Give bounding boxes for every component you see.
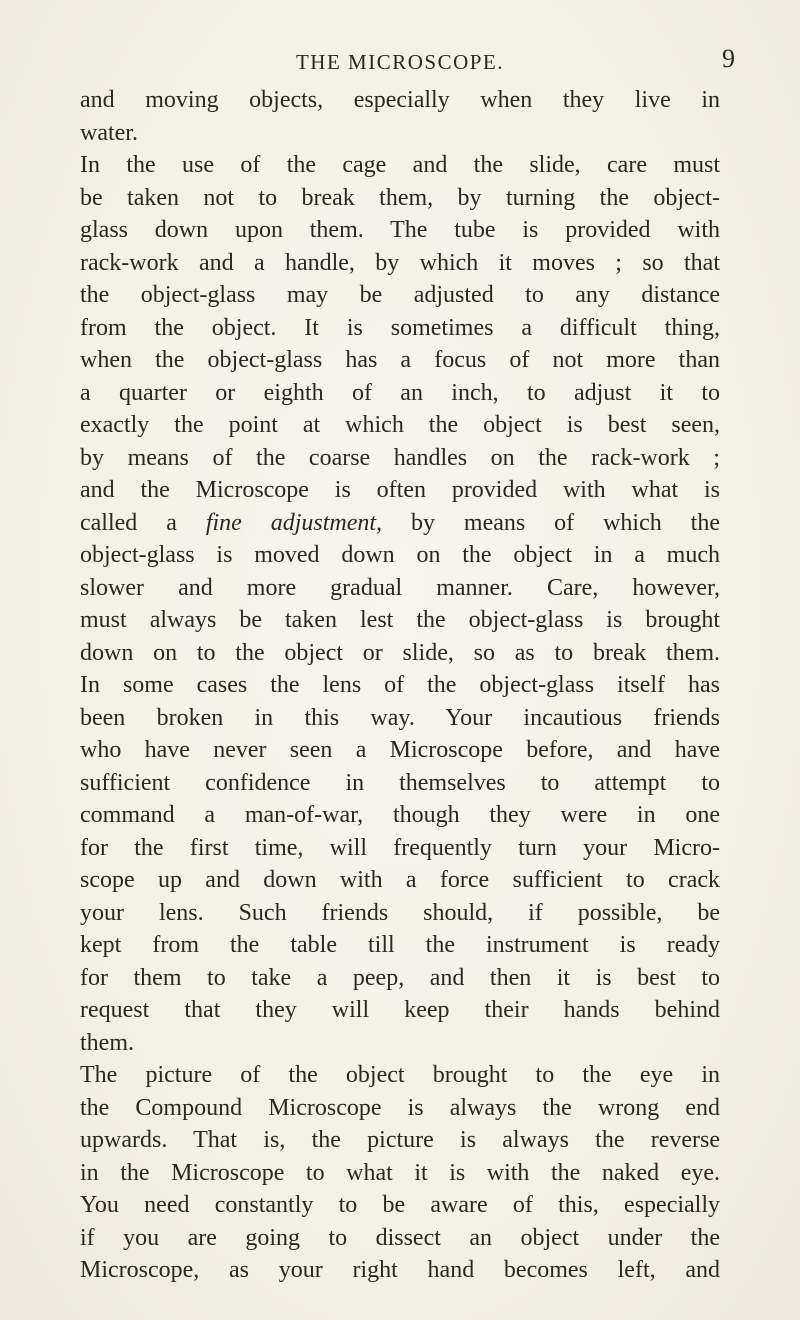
text-line: Microscope, as your right hand becomes left, and xyxy=(80,1257,720,1283)
text-line: for them to take a peep, and then it is best to xyxy=(80,964,720,991)
text-line: and the Microscope is often provided with what is xyxy=(80,477,720,503)
text-line: water. xyxy=(80,119,138,146)
text-line: been broken in this way. Your incautious friends xyxy=(80,704,720,731)
text-line: by means of the coarse handles on the rack-work ; xyxy=(80,444,720,471)
text-line: You need constantly to be aware of this, especially xyxy=(80,1192,720,1218)
text-line: The picture of the object brought to the eye in xyxy=(80,1062,720,1088)
running-head: THE MICROSCOPE. xyxy=(295,50,505,74)
text-line: down on to the object or slide, so as to break them. xyxy=(80,639,720,666)
text-line: them. xyxy=(80,1029,134,1056)
text-line: object-glass is moved down on the object in a much xyxy=(80,542,720,568)
page-number: 9 xyxy=(722,44,735,73)
text-line: when the object-glass has a focus of not more than xyxy=(80,347,720,373)
text-line: and moving objects, especially when they live in xyxy=(80,87,720,113)
text-line xyxy=(80,507,720,540)
text-line: upwards. That is, the picture is always the reverse xyxy=(80,1127,720,1153)
text-line: kept from the table till the instrument is ready xyxy=(80,932,720,958)
text-line: a quarter or eighth of an inch, to adjust it to xyxy=(80,379,720,406)
text-segment: called a xyxy=(80,509,206,536)
text-line: In some cases the lens of the object-glass itself has xyxy=(80,672,720,698)
text-line: the Compound Microscope is always the wrong end xyxy=(80,1094,720,1121)
text-line: from the object. It is sometimes a difficult thing, xyxy=(80,314,720,341)
text-line: command a man-of-war, though they were in one xyxy=(80,802,720,828)
text-line: glass down upon them. The tube is provided with xyxy=(80,217,720,243)
body-text xyxy=(80,84,720,1287)
text-line: in the Microscope to what it is with the naked eye. xyxy=(80,1159,720,1186)
text-segment: by means of which the xyxy=(382,509,720,536)
text-line: sufficient confidence in themselves to attempt to xyxy=(80,769,720,796)
text-line: slower and more gradual manner. Care, however, xyxy=(80,574,720,601)
text-line: exactly the point at which the object is best seen, xyxy=(80,412,720,438)
text-line: rack-work and a handle, by which it moves ; so that xyxy=(80,249,720,276)
text-line: who have never seen a Microscope before, and have xyxy=(80,737,720,763)
text-line: be taken not to break them, by turning the object- xyxy=(80,184,720,211)
text-line: if you are going to dissect an object under the xyxy=(80,1224,720,1251)
text-line: the object-glass may be adjusted to any distance xyxy=(80,282,720,308)
text-line: your lens. Such friends should, if possible, be xyxy=(80,899,720,926)
text-line: In the use of the cage and the slide, care must xyxy=(80,152,720,178)
text-line: scope up and down with a force sufficient to crack xyxy=(80,867,720,893)
text-line: for the first time, will frequently turn your Micro- xyxy=(80,834,720,861)
text-line: must always be taken lest the object-glass is brought xyxy=(80,607,720,633)
italic-term: fine adjustment, xyxy=(205,509,383,536)
text-line: request that they will keep their hands behind xyxy=(80,997,720,1023)
